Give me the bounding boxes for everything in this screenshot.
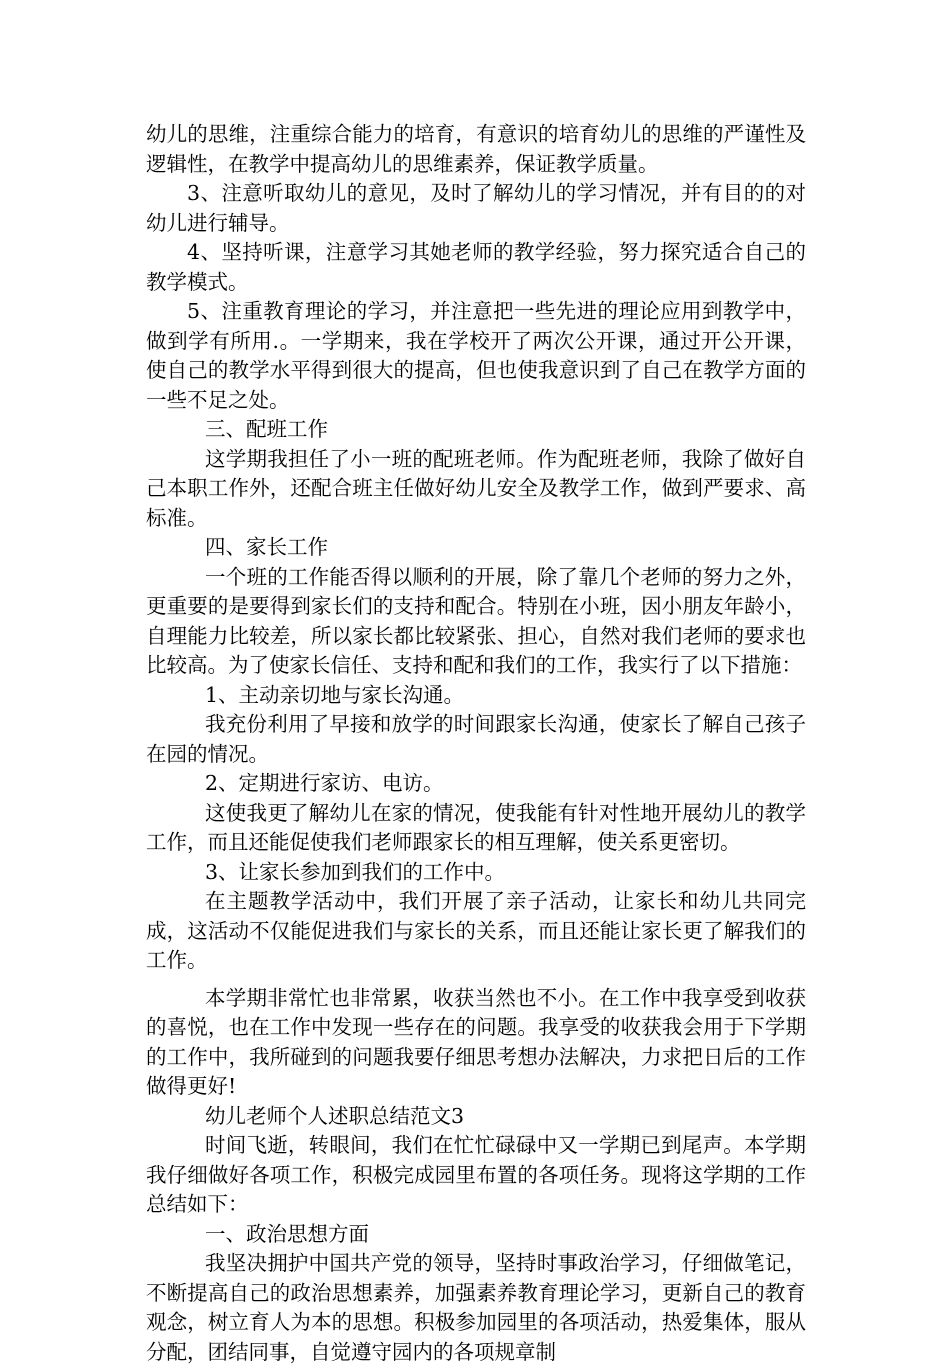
paragraph-parents-intro: 一个班的工作能否得以顺利的开展，除了靠几个老师的努力之外，更重要的是要得到家长们的支持和配合。特别在小班，因小朋友年龄小，自理能力比较差，所以家长都比较紧张、担心，自然对我们老师的要求也比较高。为了使家长信任、支持和配和我们的工作，我实行了以下措施： [146, 564, 806, 677]
paragraph-communication: 我充份利用了早接和放学的时间跟家长沟通，使家长了解自己孩子在园的情况。 [146, 712, 806, 766]
paragraph-assistant-teacher: 这学期我担任了小一班的配班老师。作为配班老师，我除了做好自己本职工作外，还配合班主任做好幼儿安全及教学工作，做到严要求、高标准。 [146, 446, 806, 530]
paragraph-intro-3: 时间飞逝，转眼间，我们在忙忙碌碌中又一学期已到尾声。本学期我仔细做好各项工作，积极完成园里布置的各项任务。现将这学期的工作总结如下： [146, 1133, 806, 1216]
section-heading-4: 四、家长工作 [205, 535, 328, 559]
paragraph-continuation: 幼儿的思维，注重综合能力的培育，有意识的培育幼儿的思维的严谨性及逻辑性，在教学中提高幼儿的思维素养，保证教学质量。 [146, 122, 806, 176]
paragraph-parent-child-activity: 在主题教学活动中，我们开展了亲子活动，让家长和幼儿共同完成，这活动不仅能促进我们与家长的关系，而且还能让家长更了解我们的工作。 [146, 889, 806, 972]
section-heading-1: 一、政治思想方面 [205, 1221, 369, 1246]
list-item-1: 1、主动亲切地与家长沟通。 [205, 682, 465, 707]
paragraph-home-visits: 这使我更了解幼儿在家的情况，使我能有针对性地开展幼儿的教学工作，而且还能促使我们老师跟家长的相互理解，使关系更密切。 [146, 800, 806, 854]
document-body [146, 120, 806, 1367]
paragraph-item-4: 4、坚持听课，注意学习其她老师的教学经验，努力探究适合自己的教学模式。 [146, 240, 806, 294]
paragraph-political: 我坚决拥护中国共产党的领导，坚持时事政治学习，仔细做笔记，不断提高自己的政治思想素养，加强素养教育理论学习，更新自己的教育观念，树立育人为本的思想。积极参加园里的各项活动，热爱集体，服从分配，团结同事，自觉遵守园内的各项规章制 [146, 1251, 806, 1364]
list-item-2: 2、定期进行家访、电访。 [205, 771, 444, 795]
list-item-3: 3、让家长参加到我们的工作中。 [205, 859, 506, 884]
paragraph-item-5: 5、注重教育理论的学习，并注意把一些先进的理论应用到教学中，做到学有所用.。一学期来，我在学校开了两次公开课，通过开公开课，使自己的教学水平得到很大的提高，但也使我意识到了自己在教学方面的一些不足之处。 [146, 299, 806, 412]
document-subtitle: 幼儿老师个人述职总结范文3 [205, 1103, 465, 1128]
section-heading-3: 三、配班工作 [205, 417, 328, 441]
paragraph-item-3: 3、注意听取幼儿的意见，及时了解幼儿的学习情况，并有目的的对幼儿进行辅导。 [146, 181, 806, 235]
paragraph-semester-summary: 本学期非常忙也非常累，收获当然也不小。在工作中我享受到收获的喜悦，也在工作中发现一些存在的问题。我享受的收获我会用于下学期的工作中，我所碰到的问题我要仔细思考想办法解决，力求把日后的工作做得更好! [146, 985, 806, 1098]
